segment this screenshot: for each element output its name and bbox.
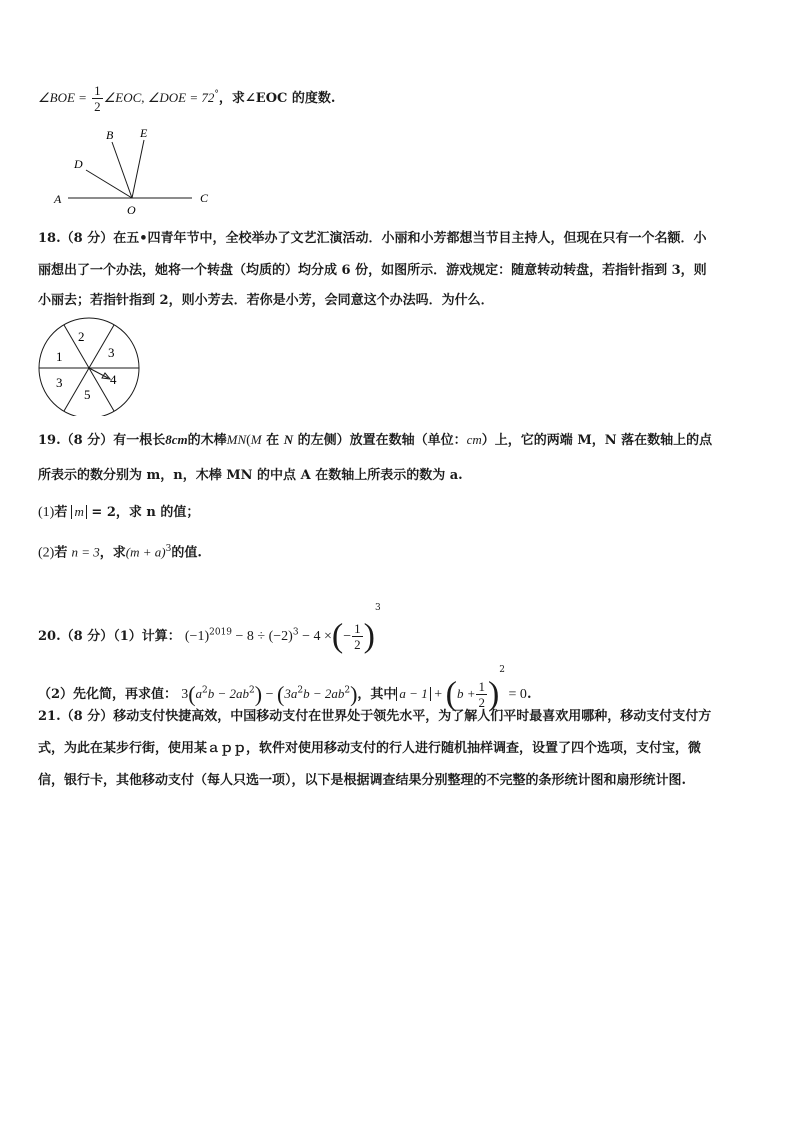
q21-line-1: 21.（8 分）移动支付快捷高效，中国移动支付在世界处于领先水平，为了解人们平时最喜欢用哪种，移动支付支付方 [38,709,712,724]
pointer-arrowhead-icon [102,373,110,379]
ray-od [86,170,132,198]
q21-line-2: 式，为此在某步行街，使用某ａｐｐ，软件对使用移动支付的行人进行随机抽样调查，设置了四个选项，支付宝，微 [38,741,702,756]
angle-boe: ∠BOE = [38,90,87,105]
abs-a-minus-1: a − 1 [396,687,430,701]
q20-part-2: （2）先化简，再求值： $3(a^2b - 2ab^2) - (3a^2b - 2ab^2)$，其中 a − 1 + (b + $\frac{1}{2}$ )$^2$ = 0. [38,665,532,713]
label-o: O [127,203,136,217]
sector-label-5: 5 [84,387,91,402]
q20-frac-half-2: $\frac{1}{2}$ [478,679,485,710]
big-paren-open: ( [331,617,344,655]
q17-ask: ，求∠EOC 的度数. [218,91,336,106]
label-a: A [54,192,62,206]
q18-number: 18.（8 分） [38,231,114,246]
q19-line-2: 所表示的数分别为 m，n，木棒 MN 的中点 A 在数轴上所表示的数为 a. [38,468,463,483]
q18-line-3: 小丽去；若指针指到 2，则小芳去．若你是小芳，会同意这个办法吗．为什么． [38,293,494,308]
half-fraction: $\frac{1}{2}$ [94,83,101,114]
label-b: B [106,128,114,142]
sector-label-4: 4 [110,372,117,387]
q20-part-1: 20.（8 分）（1）计算： $(-1)^{2019} - 8 \div (-2)^3 - 4$ ×(− $\frac{1}{2}$ )$^3$ [38,603,381,655]
sector-label-3-bottom: 3 [56,375,63,390]
label-d: D [74,157,83,171]
q21-number: 21.（8 分） [38,709,114,724]
q18-line-2: 丽想出了一个办法，她将一个转盘（均质的）均分成 6 份，如图所示．游戏规定：随意转动转盘，若指针指到 3，则 [38,263,707,278]
q20-number: 20.（8 分） [38,629,114,644]
q17-angle-figure [50,124,230,219]
spinner-figure [36,316,146,416]
q21-line-3: 信，银行卡，其他移动支付（每人只选一项），以下是根据调查结果分别整理的不完整的条形统计图和扇形统计图. [38,773,687,788]
abs-m: m [71,505,86,519]
sector-label-1: 1 [56,349,63,364]
ray-oe [132,140,144,198]
q20-frac-half: $\frac{1}{2}$ [354,621,361,652]
label-c: C [200,191,209,205]
degree-mark: ° [214,89,219,100]
label-e: E [140,126,148,140]
q19-part-2: (2)若 n = 3，求$(m + a)^3$的值. [38,544,202,561]
q19-line-1: 19.（8 分）有一根长8cm的木棒MN(M 在 N 的左侧）放置在数轴（单位：cm）上，它的两端 M，N 落在数轴上的点 [38,432,713,448]
sector-label-3-top: 3 [108,345,115,360]
q18-line-1: 18.（8 分）在五•四青年节中，全校举办了文艺汇演活动．小丽和小芳都想当节目主持人，但现在只有一个名额．小 [38,231,707,246]
ray-ob [112,142,132,198]
q19-part-1: (1)若 m = 2，求 n 的值； [38,504,200,520]
q17-condition-line [38,84,335,113]
angle-eoc-doe: ∠EOC, ∠DOE = 72 [103,90,215,105]
big-paren-close: ) [363,617,375,655]
sector-label-2: 2 [78,329,85,344]
q19-number: 19.（8 分） [38,433,114,448]
